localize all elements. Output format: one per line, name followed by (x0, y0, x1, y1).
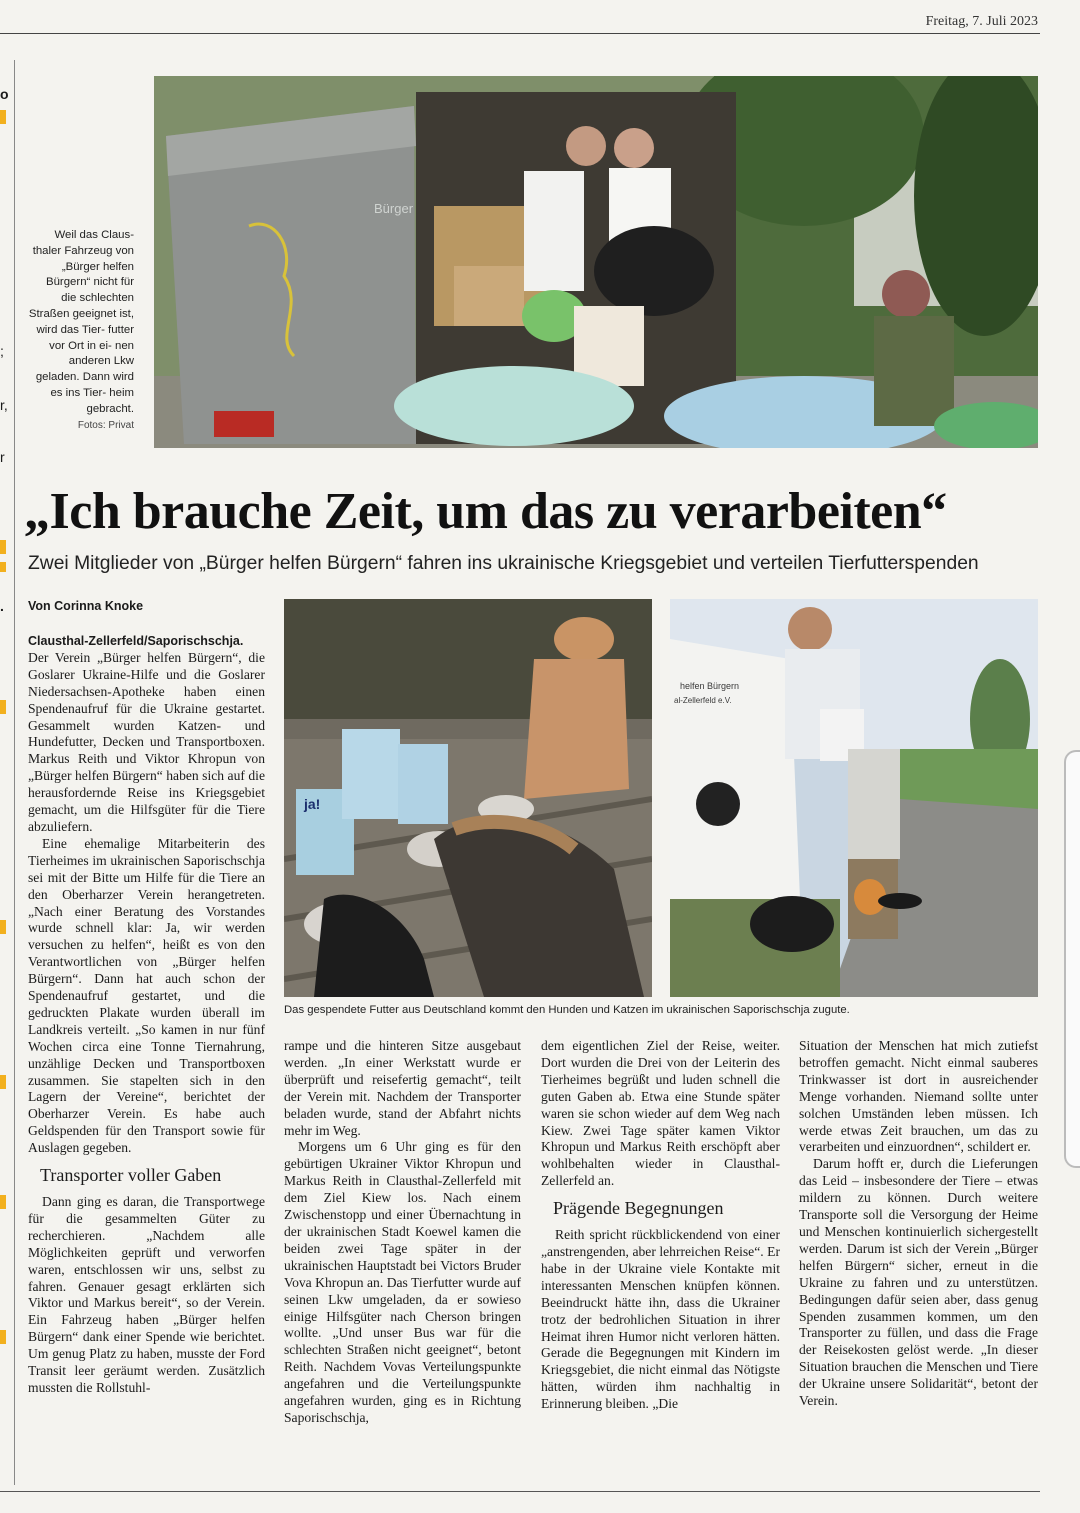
edge-marker (0, 920, 6, 934)
photo-man-cat-van (670, 599, 1038, 997)
article-column-1 (28, 633, 265, 1397)
paragraph: Morgens um 6 Uhr ging es für den gebürtigen Ukrainer Viktor Khropun und Markus Reith in Clausthal-Zellerfeld mit dem Ziel Kiew los. Nach einem Zwischenstopp und einer Übernachtung in der ukrainischen Stadt Koewel kamen die beiden zwei Tage später in der ukrainischen Hauptstadt bei Victors Bruder Vova Khropun an. Das Tierfutter wurde auf seinen Lkw umgeladen, da er sowieso einige Hilfsgüter nach Cherson bringen wollte. „Und unser Bus war für die schlechten Straßen nicht geeignet“, betont Reith. Nachdem Vovas Verteilungspunkte angefahren und die Verteilungspunkte angefahren wurden, ging es in Richtung Saporischschja, (284, 1139, 521, 1425)
section-heading: Prägende Begegnungen (553, 1198, 724, 1219)
van-logo-text: Bürger (374, 201, 414, 216)
edge-marker (0, 540, 6, 554)
article-column-3 (541, 1038, 780, 1413)
byline: Von Corinna Knoke (28, 599, 144, 613)
edge-marker (0, 1075, 6, 1089)
scroll-handle[interactable] (1064, 750, 1080, 1168)
top-rule (0, 33, 1040, 34)
top-photo-caption (28, 228, 134, 433)
paragraph: Eine ehemalige Mitarbeiterin des Tierheimes im ukrainischen Saporischschja sei mit der Bitte um Hilfe für die Tiere an den Oberharzer Verein herangetreten. „Nach einer Beratung des Vorstandes wurde schnell klar: Ja, wir werden versuchen zu helfen“, heißt es von den Verantwortlichen von „Bürger helfen Bürgern“. Dann hat auch schon der Spendenaufruf gestartet, und die gedruckten Plakate wurden überall im Landkreis verteilt. „So kamen in nur fünf Wochen circa eine Tonne Tiernahrung, unzählige Decken und Transportboxen zusammen. Sie stapelten sich in den Lagern der Vereine“, berichtet der Oberharzer Verein. Es habe auch Geldspenden für den Transport sowie für Auslagen gegeben. (28, 835, 265, 1156)
edge-fragment: r (0, 449, 5, 465)
edge-fragment: . (0, 598, 4, 614)
photo-credit: Fotos: Privat (77, 419, 134, 431)
paragraph: Der Verein „Bürger helfen Bürgern“, die Goslarer Ukraine-Hilfe und die Goslarer Niedersachsen-Apotheke haben einen Spendenaufruf für die Ukraine gestartet. Gesammelt wurden Katzen- und Hundefutter, Decken und Transportboxen. Markus Reith und Viktor Khropun von „Bürger helfen Bürgern“ haben sich auf die herausfordernde Reise ins Kriegsgebiet gemacht, um die Hilfsgüter für die Tiere abzuliefern. (28, 649, 265, 834)
paragraph: dem eigentlichen Ziel der Reise, weiter. Dort wurden die Drei von der Leiterin des Tierheimes begrüßt und luden schnell die guten Gaben ab. Etwa eine Stunde später waren sie schon wieder auf dem Weg nach Kiew. Zwei Tage später kamen Viktor Khropun und Markus Reith erschöpft aber wohlbehalten wieder in Clausthal-Zellerfeld an. (541, 1038, 780, 1189)
edge-marker (0, 1330, 6, 1344)
bottom-rule (0, 1491, 1040, 1492)
article-headline: „Ich brauche Zeit, um das zu verarbeiten“ (24, 483, 947, 540)
top-photo-truck-unloading (154, 76, 1038, 448)
article-subheadline: Zwei Mitglieder von „Bürger helfen Bürgern“ fahren ins ukrainische Kriegsgebiet und verteilen Tierfutterspenden (28, 553, 979, 574)
bag-brand: ja! (304, 796, 321, 812)
paragraph: Situation der Menschen hat mich zutiefst betroffen gemacht. Nicht einmal sauberes Trinkwasser ist dort in ausreichender Menge vorhanden. Niemand sollte unter solchen Umständen leben müssen. Ich werde etwas Zeit brauchen, um das zu verarbeiten und einzuordnen“, schildert er. (799, 1038, 1038, 1155)
edge-marker (0, 562, 6, 572)
edge-fragment: r, (0, 397, 8, 413)
paragraph: Dann ging es daran, die Transportwege für die gesammelten Güter zu recherchieren. „Nachdem alle Möglichkeiten geprüft und verworfen waren, entschlossen wir uns, selbst zu fahren. Genauer gesagt erklärten sich Viktor und Markus bereit“, so der Verein. Ein Fahrzeug haben „Bürger helfen Bürgern“ dank einer Spende wie berichtet. Um genug Platz zu haben, musste der Ford Transit leer geräumt werden. Zusätzlich mussten die Rollstuhl- (28, 1194, 265, 1395)
photo-dogs-cat-eating (284, 599, 652, 997)
issue-date: Freitag, 7. Juli 2023 (925, 14, 1038, 29)
column-divider (14, 60, 15, 1485)
van-text: helfen Bürgern (680, 681, 740, 691)
section-heading: Transporter voller Gaben (40, 1165, 222, 1186)
article-column-4 (799, 1038, 1038, 1410)
middle-photos-caption: Das gespendete Futter aus Deutschland kommt den Hunden und Katzen im ukrainischen Saporischschja zugute. (284, 1004, 850, 1016)
caption-text: Weil das Claus- thaler Fahrzeug von „Bürger helfen Bürgern“ nicht für die schlechten Straßen geeignet ist, wird das Tier- futter vor Ort in ei- nen anderen Lkw geladen. Dann wird es ins Tier- heim gebracht. (28, 229, 134, 415)
edge-fragment: o (0, 86, 9, 102)
paragraph: rampe und die hinteren Sitze ausgebaut werden. „In einer Werkstatt wurde er überprüft und reisefertig gemacht“, teilt der Verein mit. Nachdem der Transporter beladen wurde, stand der Abfahrt nichts mehr im Weg. (284, 1038, 521, 1138)
paragraph: Reith spricht rückblickendend von einer „anstrengenden, aber lehrreichen Reise“. Er habe in der Ukraine viele Kontakte mit interessanten Menschen knüpfen können. Beeindruckt hätte ihn, dass die Ukrainer trotz der bedrohlichen Situation in ihrer Heimat ihren Humor nicht verloren hätten. Gerade die Begegnungen mit Kindern im Kriegsgebiet, die nicht einmal das Nötigste hätten, würden ihm nachhaltig in Erinnerung bleiben. „Die (541, 1227, 780, 1412)
edge-marker (0, 1195, 6, 1209)
edge-fragment: ; (0, 343, 4, 359)
edge-marker (0, 110, 6, 124)
article-column-2 (284, 1038, 521, 1427)
van-text-2: al-Zellerfeld e.V. (674, 696, 732, 705)
location-dateline: Clausthal-Zellerfeld/Saporischschja. (28, 634, 244, 648)
edge-marker (0, 700, 6, 714)
paragraph: Darum hofft er, durch die Lieferungen das Leid – insbesondere der Tiere – etwas mildern zu können. Durch weitere Transporte soll die Versorgung der Heime und Menschen kontinuierlich sichergestellt werden. Darum ist sich der Verein „Bürger helfen Bürgern“ sicher, erneut in die Ukraine zu fahren und zu unterstützen. Bedingungen dafür seien aber, dass genug Spenden zusammen kommen, um den Transporter zu füllen, und dass die Frage der Reisekosten gelöst werde. „In dieser Situation brauchen die Menschen und Tiere der Ukraine unsere Solidarität“, betont der Verein. (799, 1156, 1038, 1409)
